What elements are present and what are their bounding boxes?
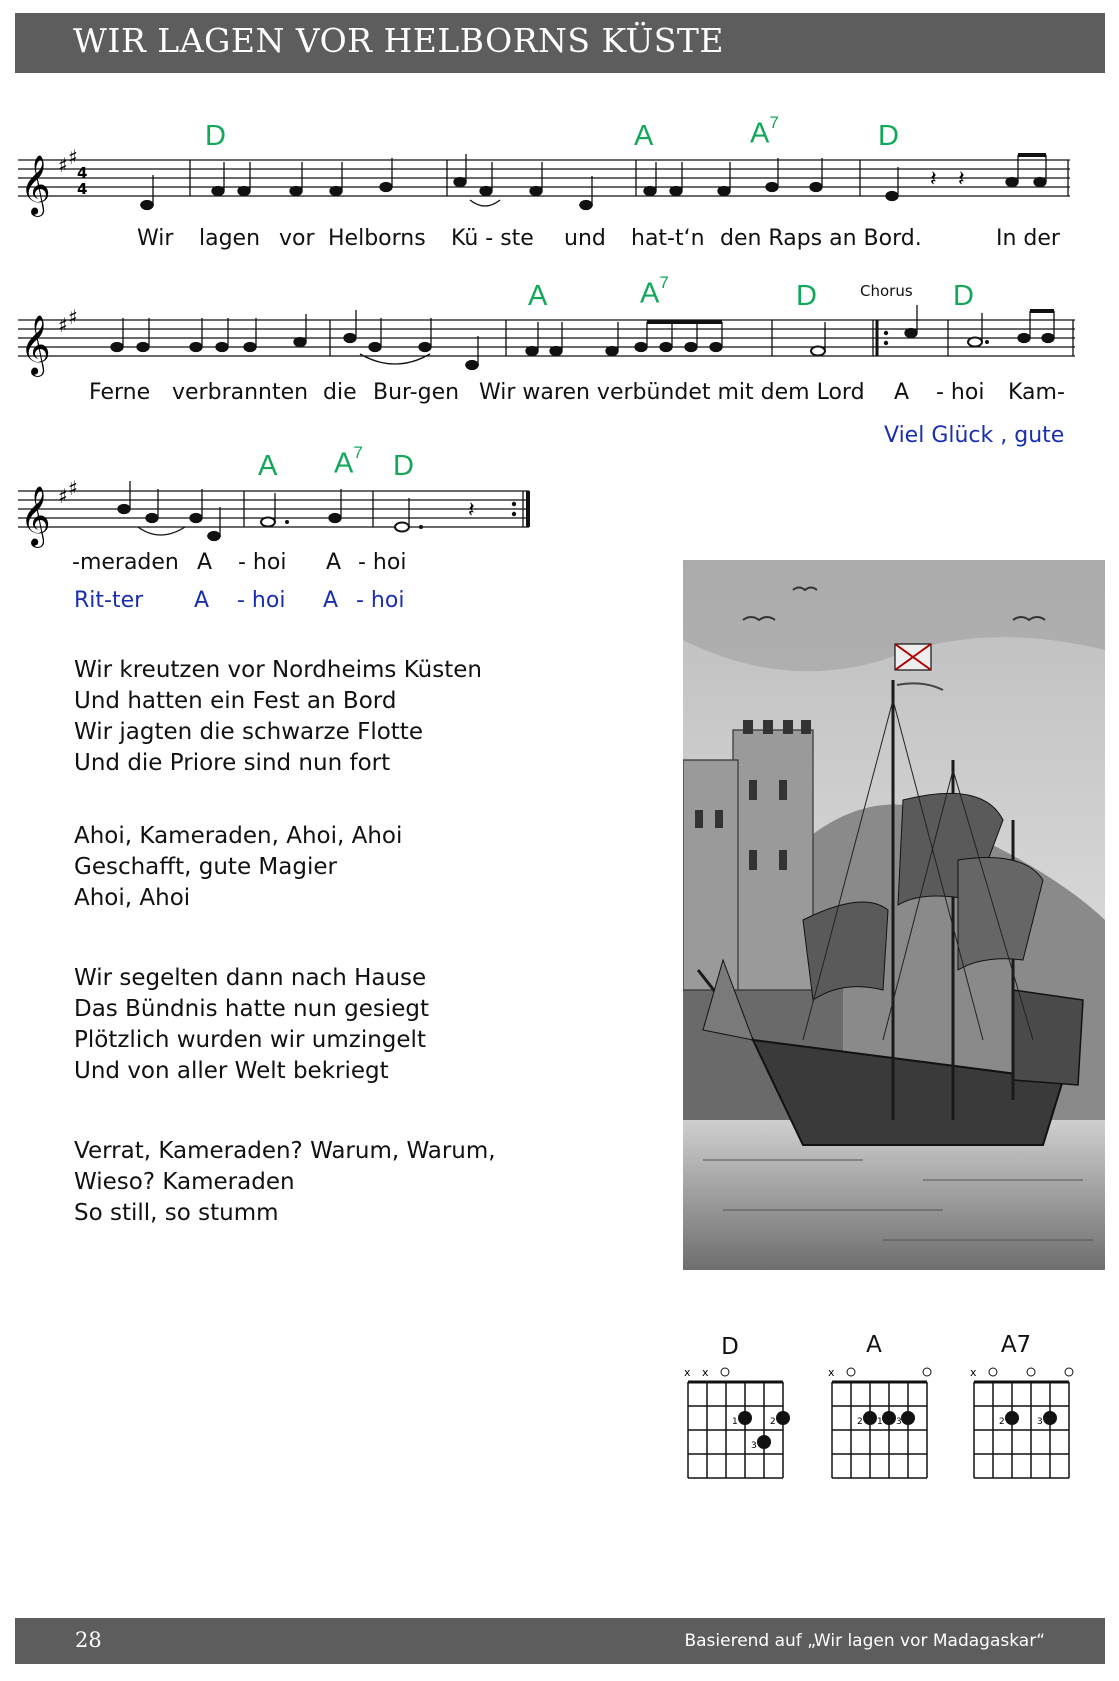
verse-line: Wir kreutzen vor Nordheims Küsten (74, 657, 482, 683)
chord-label: A (528, 280, 548, 312)
treble-clef-icon: 𝄞 (20, 486, 51, 546)
lyric-word: A (197, 550, 213, 575)
lyric-word: vor (279, 226, 315, 251)
svg-text:𝄽: 𝄽 (930, 167, 937, 192)
verse-line: Geschafft, gute Magier (74, 854, 337, 880)
footer-note: Basierend auf „Wir lagen vor Madagaskar“ (684, 1631, 1045, 1651)
verse-line: Und hatten ein Fest an Bord (74, 688, 397, 714)
svg-text:3: 3 (1037, 1417, 1043, 1427)
lyric-word: Bur-gen (373, 380, 460, 405)
svg-text:x: x (828, 1366, 835, 1379)
chord-label: A (634, 120, 654, 152)
verse-line: Wir segelten dann nach Hause (74, 965, 427, 991)
chord-diagram-name: A (866, 1332, 882, 1358)
lyric-alt-word: - hoi (356, 588, 405, 613)
treble-clef-icon: 𝄞 (20, 155, 51, 215)
chord-diagram-name: D (721, 1334, 739, 1360)
svg-text:2: 2 (770, 1417, 776, 1427)
lyric-word: den Raps an Bord. (720, 226, 922, 251)
lyric-alt-line: Viel Glück , gute (884, 423, 1065, 448)
music-staff (0, 145, 1119, 230)
svg-text:♯: ♯ (68, 145, 78, 169)
svg-text:♯: ♯ (68, 305, 78, 329)
music-staff (0, 305, 1119, 390)
title-bar (15, 13, 1105, 73)
verse-line: Und von aller Welt bekriegt (74, 1058, 389, 1084)
svg-text:1: 1 (732, 1417, 738, 1427)
lyric-word: A (894, 380, 910, 405)
svg-text:3: 3 (896, 1417, 902, 1427)
verse-line: Verrat, Kameraden? Warum, Warum, (74, 1138, 496, 1164)
lyric-word: verbrannten (172, 380, 309, 405)
verse-line: Und die Priore sind nun fort (74, 750, 391, 776)
svg-text:1: 1 (877, 1417, 883, 1427)
verse-block (74, 1136, 496, 1229)
lyric-word: - hoi (238, 550, 287, 575)
svg-text:x: x (684, 1366, 691, 1379)
svg-text:2: 2 (857, 1417, 863, 1427)
svg-text:♯: ♯ (58, 153, 68, 177)
svg-text:4: 4 (77, 180, 88, 198)
verse-block (74, 963, 429, 1087)
svg-text:𝄽: 𝄽 (958, 167, 965, 192)
lyric-word: A (326, 550, 342, 575)
chord-label: D (205, 120, 226, 152)
svg-text:x: x (702, 1366, 709, 1379)
lyric-alt-word: A (323, 588, 339, 613)
chord-label: $A^7$ (640, 273, 669, 310)
svg-text:♯: ♯ (68, 476, 78, 500)
lyric-word: Ferne (89, 380, 151, 405)
lyric-word: -meraden (72, 550, 179, 575)
chorus-label: Chorus (860, 282, 913, 300)
chord-diagram-name: A7 (1000, 1332, 1032, 1358)
verse-line: Ahoi, Ahoi (74, 885, 191, 911)
lyric-word: und (564, 226, 606, 251)
svg-text:3: 3 (751, 1441, 757, 1451)
chord-label: D (796, 280, 817, 312)
music-staff (0, 476, 560, 561)
verse-block (74, 655, 482, 779)
svg-text:♯: ♯ (58, 313, 68, 337)
svg-text:2: 2 (999, 1417, 1005, 1427)
chord-label: $A^7$ (750, 113, 779, 150)
treble-clef-icon: 𝄞 (20, 315, 51, 375)
svg-text:𝄽: 𝄽 (468, 498, 475, 523)
lyric-alt-word: - hoi (237, 588, 286, 613)
lyric-word: Helborns (328, 226, 426, 251)
svg-text:♯: ♯ (58, 484, 68, 508)
verse-line: So still, so stumm (74, 1200, 279, 1226)
verse-block (74, 821, 402, 914)
lyric-word: Wir waren verbündet mit dem Lord (479, 380, 865, 405)
lyric-alt-word: A (194, 588, 210, 613)
ship-illustration (683, 560, 1105, 1270)
chord-label: A (258, 450, 278, 482)
lyric-word: Wir (137, 226, 174, 251)
verse-line: Wir jagten die schwarze Flotte (74, 719, 423, 745)
chord-label: D (953, 280, 974, 312)
lyric-word: die (323, 380, 357, 405)
lyric-word: - hoi (936, 380, 985, 405)
svg-text:4: 4 (77, 164, 88, 182)
verse-line: Das Bündnis hatte nun gesiegt (74, 996, 429, 1022)
lyric-word: hat-t‘n (631, 226, 705, 251)
chord-label: $A^7$ (334, 443, 363, 480)
lyric-word: Kü - ste (451, 226, 534, 251)
lyric-alt-word: Rit-ter (74, 588, 144, 613)
verse-line: Plötzlich wurden wir umzingelt (74, 1027, 426, 1053)
lyric-word: lagen (199, 226, 261, 251)
lyric-word: - hoi (358, 550, 407, 575)
page-number: 28 (75, 1628, 102, 1652)
chord-label: D (393, 450, 414, 482)
chord-label: D (878, 120, 899, 152)
footer-bar (15, 1618, 1105, 1664)
svg-text:x: x (970, 1366, 977, 1379)
verse-line: Wieso? Kameraden (74, 1169, 295, 1195)
page-title: WIR LAGEN VOR HELBORNS KÜSTE (73, 21, 725, 60)
lyric-word: In der (996, 226, 1060, 251)
lyric-word: Kam- (1008, 380, 1065, 405)
verse-line: Ahoi, Kameraden, Ahoi, Ahoi (74, 823, 403, 849)
